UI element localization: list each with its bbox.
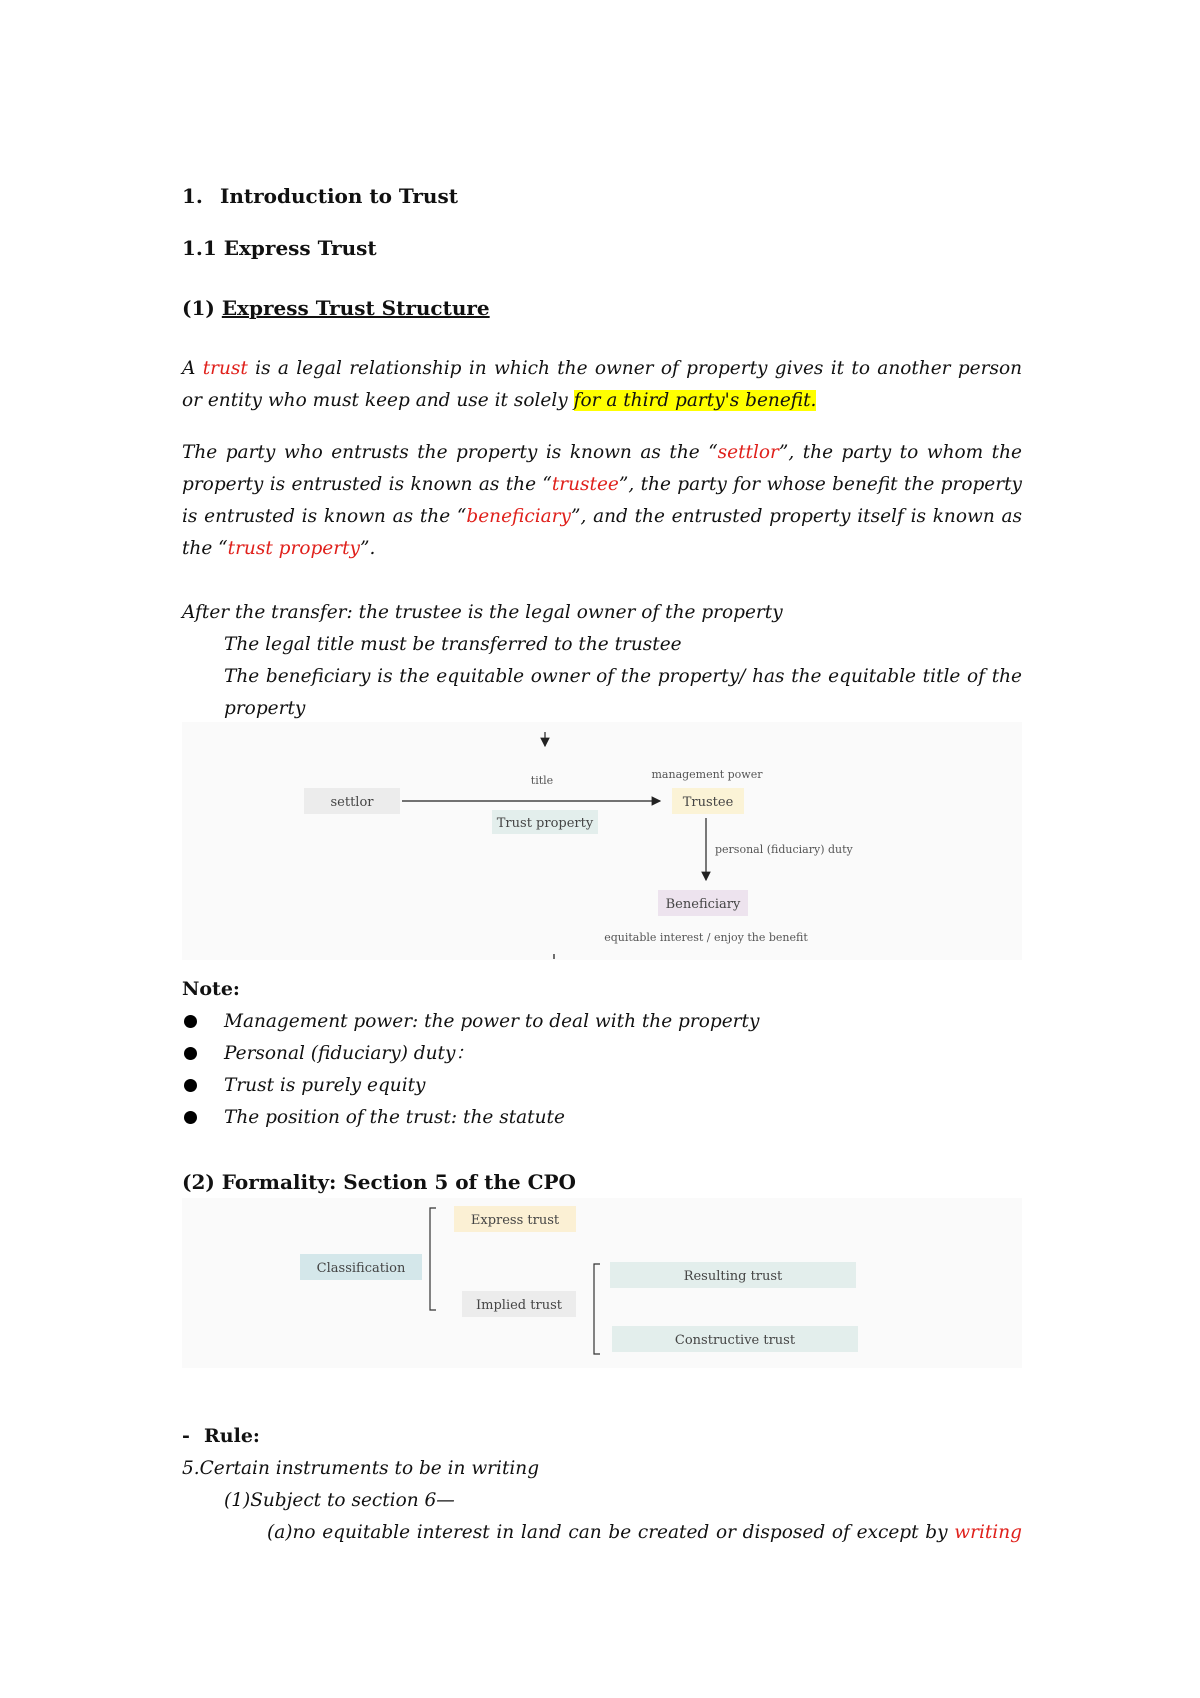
trust-classification-diagram	[182, 1198, 1022, 1368]
beneficiary-label: Beneficiary	[665, 897, 741, 912]
term-beneficiary: beneficiary	[466, 506, 571, 527]
heading-express-trust: 1.1 Express Trust	[182, 236, 377, 260]
duty-label: personal (fiduciary) duty	[715, 843, 853, 856]
bullet-icon	[184, 1047, 197, 1060]
rule-dash: -	[182, 1425, 190, 1447]
constructive-trust-label: Constructive trust	[674, 1333, 796, 1348]
settlor-label: settlor	[330, 795, 374, 810]
transfer-line-2: The legal title must be transferred to the trustee	[224, 634, 682, 655]
title-label: title	[530, 774, 554, 787]
term-trustee: trustee	[551, 474, 619, 495]
heading-formality: (2) Formality: Section 5 of the CPO	[182, 1170, 576, 1194]
note-text: Trust is purely equity	[224, 1075, 426, 1096]
trust-structure-diagram	[182, 722, 1022, 960]
management-power-label: management power	[651, 768, 763, 781]
term-writing: writing	[954, 1522, 1022, 1543]
text-segment: is a legal relationship in which the owner of property gives it to another person or entity who must keep and use it solely	[182, 358, 1023, 411]
transfer-line-3	[182, 661, 1022, 725]
subsection-1: (1)Subject to section 6—	[224, 1490, 455, 1511]
express-trust-label: Express trust	[470, 1213, 560, 1228]
note-item	[182, 1102, 1022, 1134]
note-item	[182, 1006, 1022, 1038]
note-heading: Note:	[182, 978, 240, 1000]
heading-text: Introduction to Trust	[220, 184, 458, 208]
text-segment: The beneficiary is the equitable owner of the property/ has the equitable title of the property	[224, 666, 1022, 719]
bullet-icon	[184, 1079, 197, 1092]
term-trust: trust	[202, 358, 248, 379]
heading-express-trust-structure	[182, 296, 1022, 320]
bullet-icon	[184, 1015, 197, 1028]
note-text: Management power: the power to deal with the property	[224, 1011, 760, 1032]
classification-label: Classification	[316, 1261, 406, 1276]
heading-prefix: (1)	[182, 296, 215, 320]
rule-heading	[182, 1425, 1022, 1447]
term-settlor: settlor	[717, 442, 779, 463]
section-5-title: 5.Certain instruments to be in writing	[182, 1458, 540, 1479]
heading-number: 1.	[182, 184, 203, 208]
text-segment: ”, the party to whom the property is entrusted is known as the “	[182, 442, 1022, 495]
diagram-background	[182, 722, 1022, 960]
note-text: The position of the trust: the statute	[224, 1107, 565, 1128]
diagram-background	[182, 1198, 1022, 1368]
term-trust-property: trust property	[227, 538, 360, 559]
note-item	[182, 1070, 1022, 1102]
implied-trust-label: Implied trust	[476, 1298, 562, 1313]
paragraph-trust-definition	[182, 353, 1022, 417]
note-list	[182, 1006, 1022, 1134]
trustee-label: Trustee	[682, 795, 734, 810]
equitable-interest-label: equitable interest / enjoy the benefit	[604, 931, 808, 944]
trust-property-label: Trust property	[496, 816, 594, 831]
text-segment: ”, the party for whose benefit the property is entrusted is known as the “	[182, 474, 1022, 527]
highlighted-phrase: for a third party's benefit.	[573, 390, 817, 411]
rule-label: Rule:	[204, 1425, 260, 1447]
statute-text	[182, 1453, 1022, 1549]
heading-introduction	[182, 184, 1022, 208]
note-text: Personal (fiduciary) duty：	[224, 1043, 474, 1064]
text-segment: ”.	[360, 538, 376, 559]
transfer-line-1: After the transfer: the trustee is the legal owner of the property	[182, 602, 783, 623]
heading-underlined-text: Express Trust Structure	[221, 296, 490, 320]
text-segment: (a)no equitable interest in land can be created or disposed of except by	[267, 1522, 948, 1543]
note-item	[182, 1038, 1022, 1070]
text-segment: The party who entrusts the property is known as the “	[182, 442, 718, 463]
paragraph-a	[182, 1517, 1022, 1549]
bullet-icon	[184, 1111, 197, 1124]
text-segment: ”, and the entrusted property itself is known as the “	[182, 506, 1023, 559]
text-segment: A	[182, 358, 196, 379]
resulting-trust-label: Resulting trust	[683, 1269, 783, 1284]
paragraph-parties	[182, 437, 1022, 565]
paragraph-after-transfer	[182, 597, 1022, 725]
